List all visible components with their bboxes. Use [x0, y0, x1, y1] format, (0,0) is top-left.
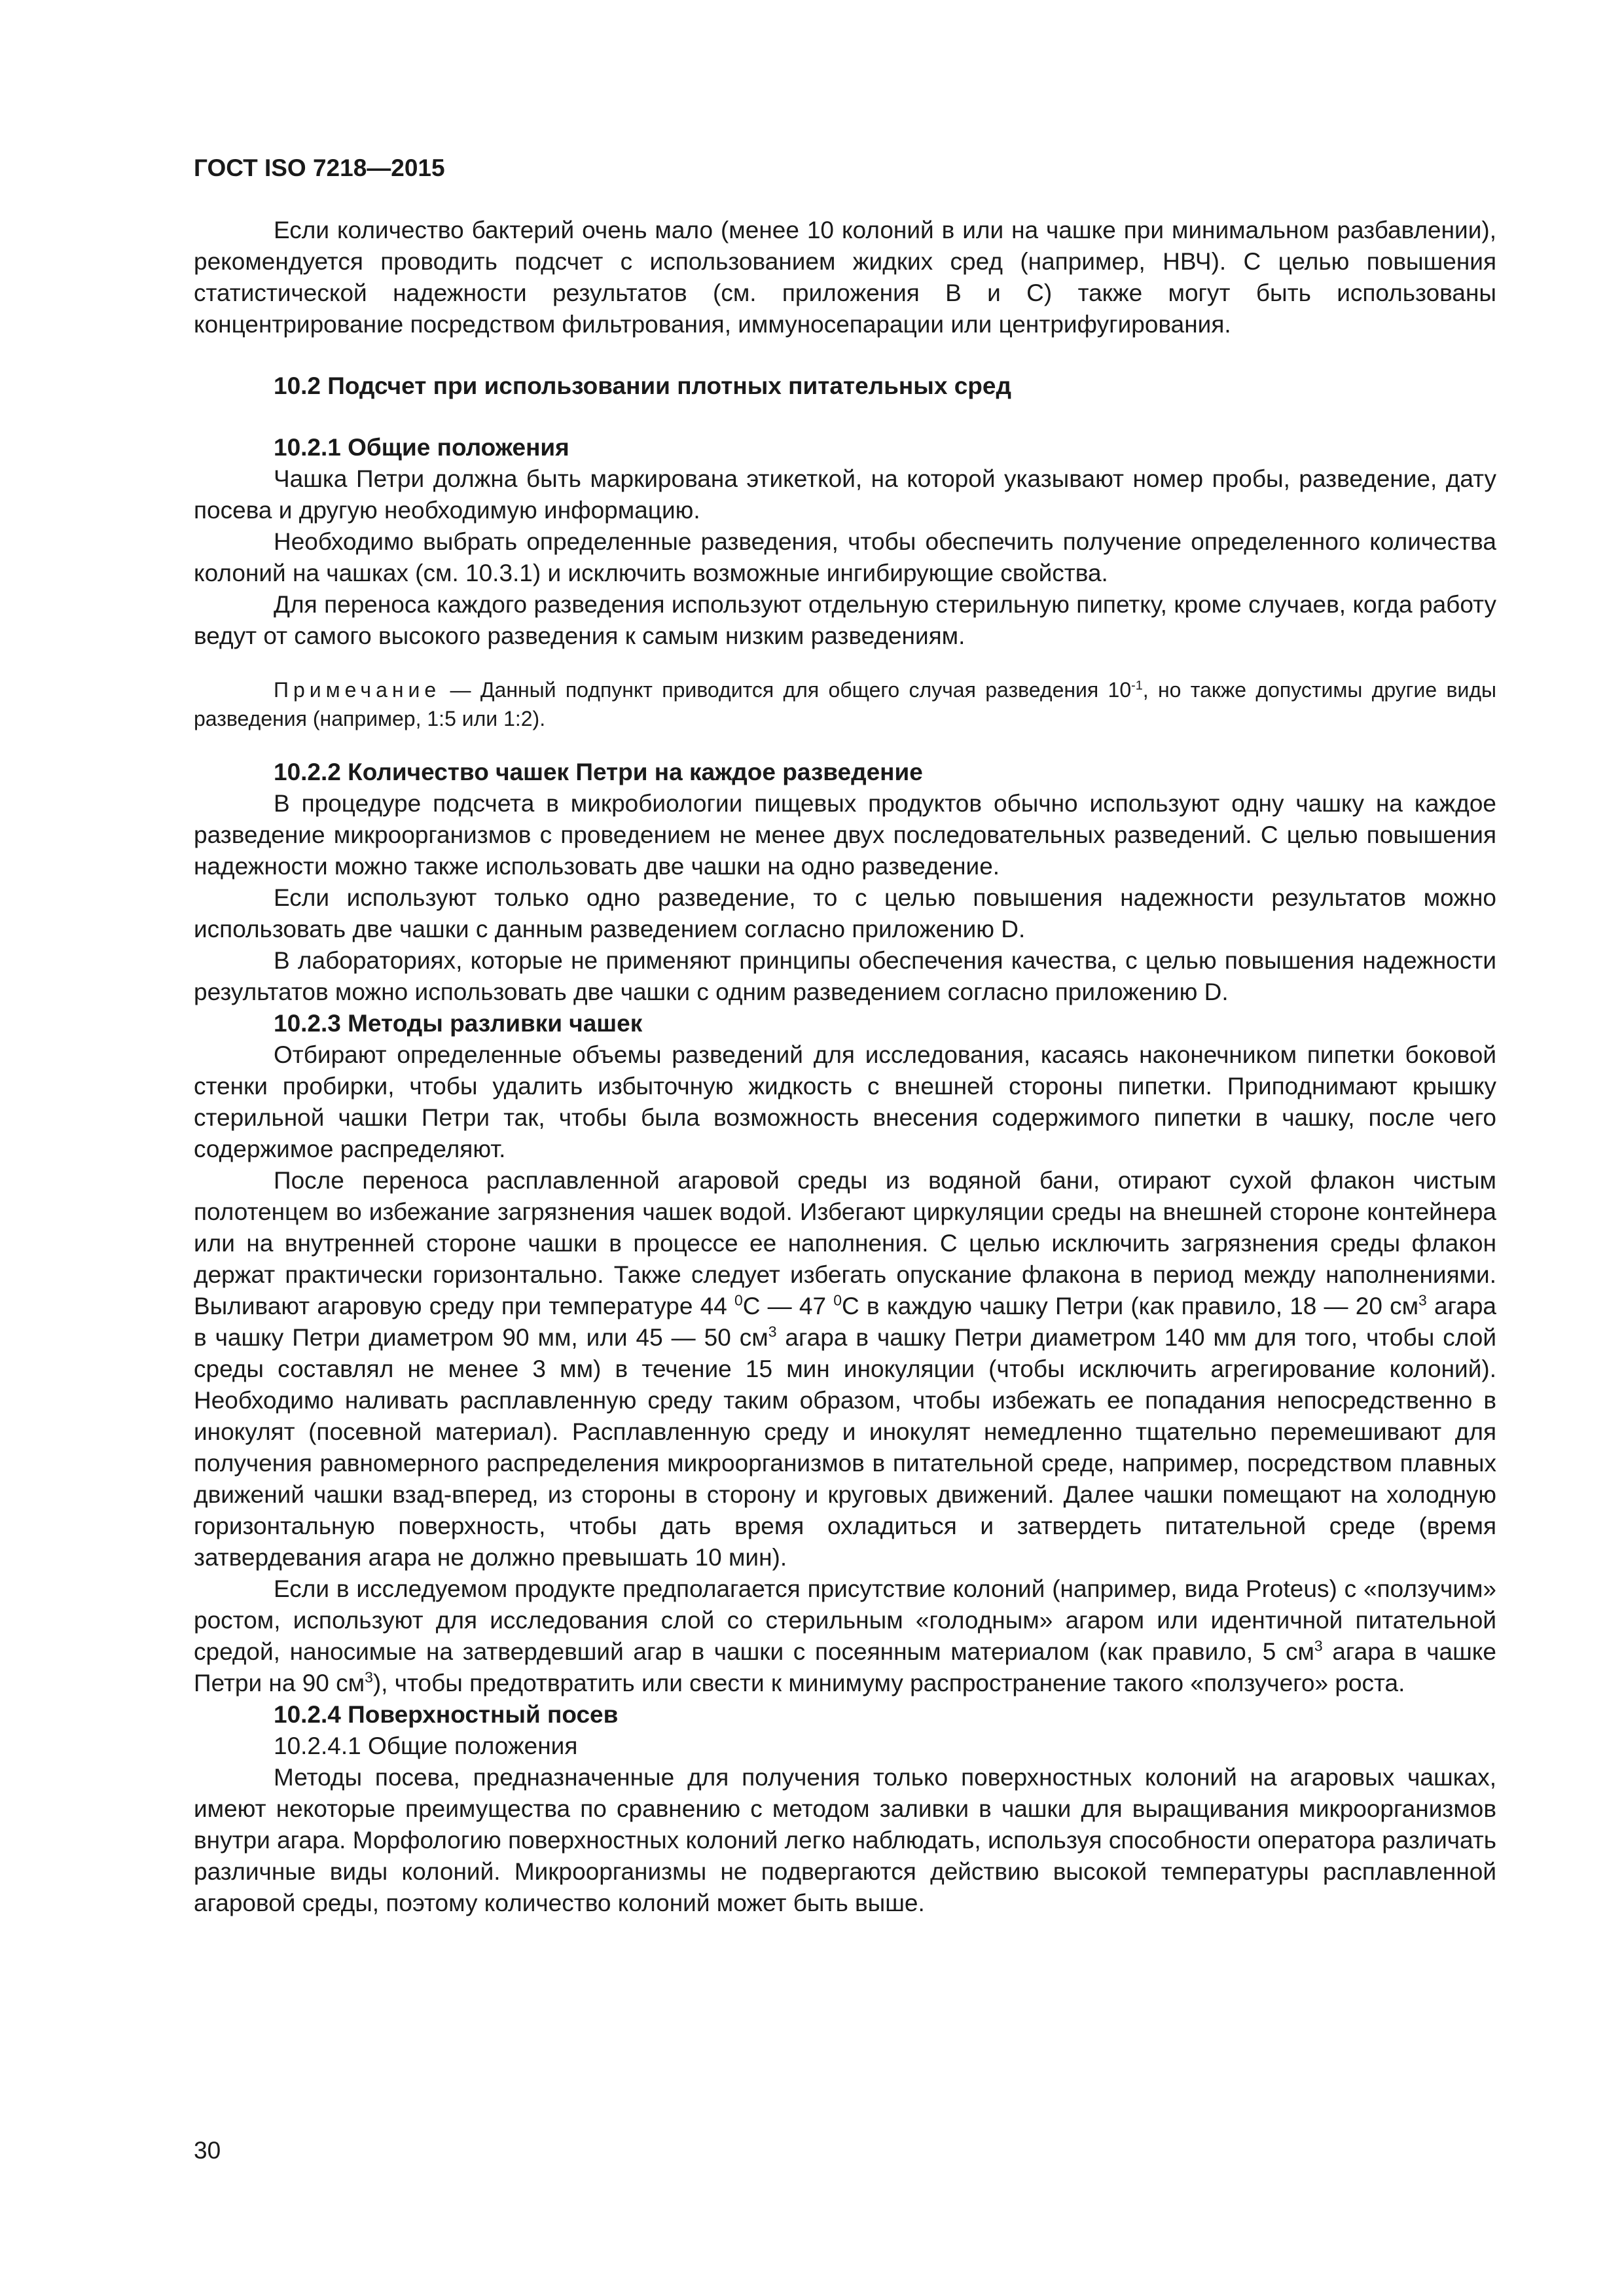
page-number: 30 [194, 2137, 221, 2164]
note-exponent: -1 [1131, 678, 1143, 693]
intro-paragraph: Если количество бактерий очень мало (менее 10 колоний в или на чашке при минимальном разбавлении), рекомендуется проводить подсчет с использованием жидких сред (например, НВЧ). С целью повышения статистической надежности результатов (см. приложения В и С) также могут быть использованы концентрирование посредством фильтрования, иммуносепарации или центрифугирования. [194, 217, 1496, 338]
note-text-before: — Данный подпункт приводится для общего случая разведения 10 [441, 678, 1132, 702]
text-run: С в каждую чашку Петри (как правило, 18 — 20 см [842, 1293, 1419, 1319]
section-heading-10-2: 10.2 Подсчет при использовании плотных питательных сред [274, 372, 1011, 399]
text-run: агара в чашке Петри на 90 см [194, 1638, 1496, 1696]
paragraph-10-2-1-a: Чашка Петри должна быть маркирована этикеткой, на которой указывают номер пробы, разведение, дату посева и другую необходимую информацию. [194, 465, 1496, 524]
section-heading-10-2-2: 10.2.2 Количество чашек Петри на каждое разведение [274, 759, 923, 785]
paragraph-10-2-3-c [194, 1573, 1496, 1699]
note-label: Примечание [274, 678, 441, 702]
spacer [194, 340, 1496, 370]
paragraph-10-2-1-c: Для переноса каждого разведения используют отдельную стерильную пипетку, кроме случаев, когда работу ведут от самого высокого разведения к самым низким разведениям. [194, 591, 1496, 649]
cubic-superscript: 3 [365, 1668, 373, 1686]
text-run: Если в исследуемом продукте предполагается присутствие колоний (например, вида Proteus) с «ползучим» ростом, используют для исследования слой со стерильным «голодным» агаром или идентичной питательной средой, наносимые на затвердевший агар в чашки с посеянным материалом (как правило, 5 см [194, 1575, 1496, 1665]
section-heading-10-2-1: 10.2.1 Общие положения [274, 434, 569, 461]
section-heading-10-2-4: 10.2.4 Поверхностный посев [274, 1701, 619, 1728]
degree-superscript: 0 [833, 1291, 842, 1309]
degree-superscript: 0 [734, 1291, 743, 1309]
standard-code-header: ГОСТ ISO 7218—2015 [194, 154, 445, 181]
text-run: агара в чашку Петри диаметром 90 мм, или 45 — 50 см [194, 1293, 1497, 1351]
note-10-2-1 [194, 675, 1496, 733]
subsection-heading-10-2-4-1: 10.2.4.1 Общие положения [274, 1732, 578, 1759]
document-page [194, 152, 1496, 1919]
spacer [194, 652, 1496, 675]
paragraph-10-2-3-a: Отбирают определенные объемы разведений для исследования, касаясь наконечником пипетки боковой стенки пробирки, чтобы удалить избыточную жидкость с внешней стороны пипетки. Приподнимают крышку стерильной чашки Петри так, чтобы была возможность внесения содержимого пипетки в чашку, после чего содержимое распределяют. [194, 1041, 1496, 1162]
text-run: После переноса расплавленной агаровой среды из водяной бани, отирают сухой флакон чистым полотенцем во избежание загрязнения чашек водой. Избегают циркуляции среды на внешней стороне контейнера или на внутренней стороне чашки в процессе ее наполнения. С целью исключить загрязнения среды флакон держат практически горизонтально. Также следует избегать опускание флакона в период между наполнениями. Выливают агаровую среду при температуре 44 [194, 1167, 1496, 1319]
paragraph-10-2-2-a: В процедуре подсчета в микробиологии пищевых продуктов обычно используют одну чашку на каждое разведение микроорганизмов с проведением не менее двух последовательных разведений. С целью повышения надежности можно также использовать две чашки на одно разведение. [194, 790, 1496, 880]
paragraph-10-2-2-c: В лабораториях, которые не применяют принципы обеспечения качества, с целью повышения надежности результатов можно использовать две чашки с одним разведением согласно приложению D. [194, 947, 1496, 1005]
note-text-after: , но также допустимы другие виды разведения (например, 1:5 или 1:2). [194, 678, 1497, 730]
cubic-superscript: 3 [768, 1323, 777, 1340]
paragraph-10-2-2-b: Если используют только одно разведение, то с целью повышения надежности результатов можно использовать две чашки с данным разведением согласно приложению D. [194, 884, 1496, 942]
paragraph-10-2-4-1: Методы посева, предназначенные для получения только поверхностных колоний на агаровых чашках, имеют некоторые преимущества по сравнению с методом заливки в чашки для выращивания микроорганизмов внутри агара. Морфологию поверхностных колоний легко наблюдать, используя способности оператора различать различные виды колоний. Микроорганизмы не подвергаются действию высокой температуры расплавленной агаровой среды, поэтому количество колоний может быть выше. [194, 1764, 1496, 1916]
text-run: С — 47 [742, 1293, 834, 1319]
section-heading-10-2-3: 10.2.3 Методы разливки чашек [274, 1010, 643, 1037]
paragraph-10-2-1-b: Необходимо выбрать определенные разведения, чтобы обеспечить получение определенного количества колоний на чашках (см. 10.3.1) и исключить возможные ингибирующие свойства. [194, 528, 1496, 586]
spacer [194, 733, 1496, 757]
cubic-superscript: 3 [1314, 1637, 1323, 1655]
cubic-superscript: 3 [1418, 1291, 1427, 1309]
paragraph-10-2-3-b [194, 1165, 1496, 1573]
text-run: ), чтобы предотвратить или свести к минимуму распространение такого «ползучего» роста. [372, 1670, 1405, 1696]
spacer [194, 402, 1496, 432]
text-run: агара в чашку Петри диаметром 140 мм для того, чтобы слой среды составлял не менее 3 мм) в течение 15 мин инокуляции (чтобы исключить агрегирование колоний). Необходимо наливать расплавленную среду таким образом, чтобы избежать ее попадания непосредственно в инокулят (посевной материал). Расплавленную среду и инокулят немедленно тщательно перемешивают для получения равномерного распределения микроорганизмов в питательной среде, например, посредством плавных движений чашки взад-вперед, из стороны в сторону и круговых движений. Далее чашки помещают на холодную горизонтальную поверхность, чтобы дать время охладиться и затвердеть питательной среде (время затвердевания агара не должно превышать 10 мин). [194, 1324, 1496, 1571]
